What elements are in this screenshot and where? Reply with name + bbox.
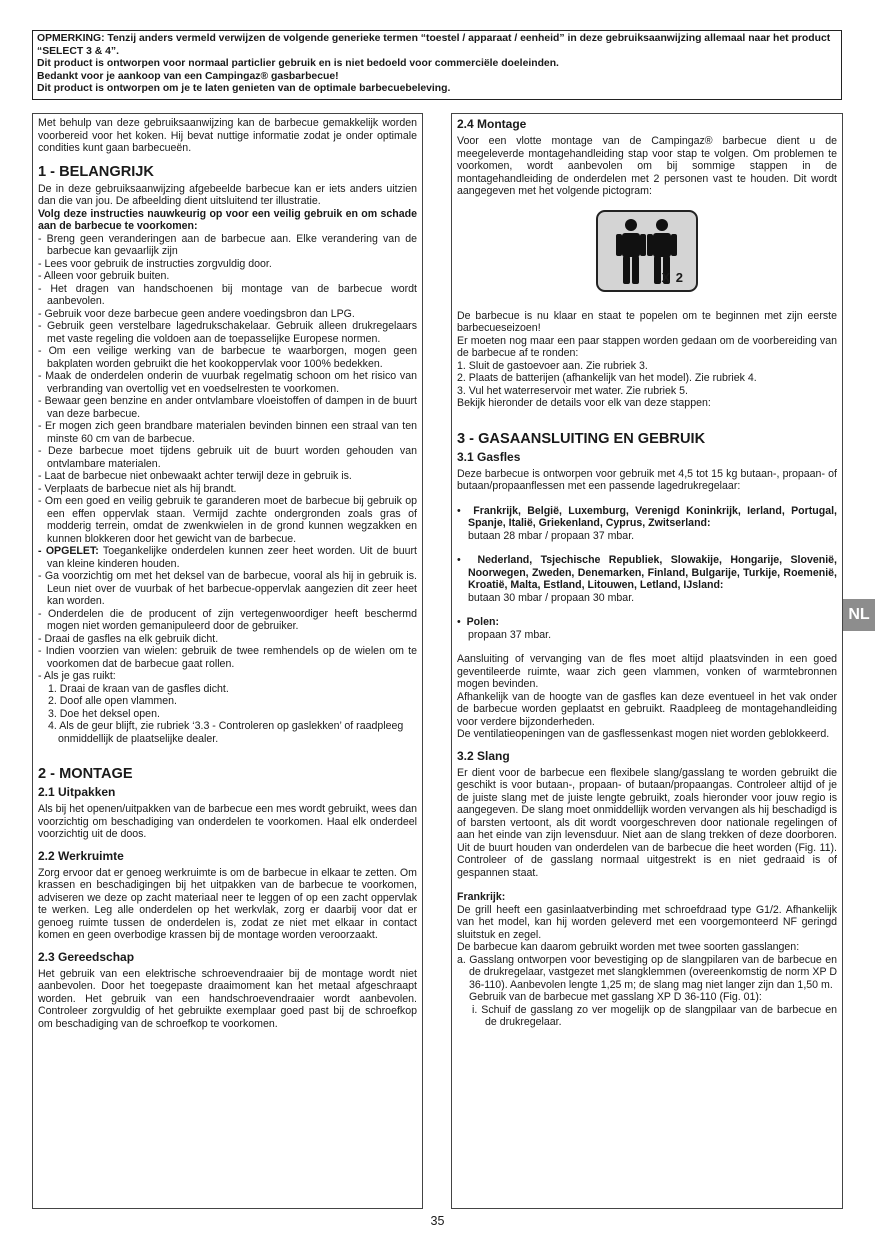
left-column	[32, 113, 423, 1209]
hose-instruction: i. Schuif de gasslang zo ver mogelijk op de slangpilaar van de barbecue en de drukregelaar.	[472, 1003, 837, 1028]
notice-box	[32, 30, 842, 100]
gas-step: 1. Draai de kraan van de gasfles dicht.	[48, 682, 229, 695]
heading-uitpakken: 2.1 Uitpakken	[38, 785, 116, 799]
list-item: - Onderdelen die de producent of zijn vertegenwoordiger heeft beschermd mogen niet worden gemanipuleerd door de gebruiker.	[38, 607, 417, 632]
list-item: - Laat de barbecue niet onbewaakt achter terwijl deze in gebruik is.	[38, 470, 352, 482]
paragraph: Aansluiting of vervanging van de fles moet altijd plaatsvinden in een goed geventileerde ruimte, waar zich geen vlammen, vonken of warmtebronnen mogen bevinden.	[457, 653, 837, 690]
pictogram-label: X 2	[661, 270, 684, 285]
country-list: • Nederland, Tsjechische Republiek, Slowakije, Hongarije, Slovenië, Noorwegen, Zweden, Denemarken, Finland, Bulgarije, Turkije, Roemenië, Kroatië, Malta, Estland, Litouwen, Letland, IJsland:	[457, 554, 837, 591]
paragraph: De barbecue is nu klaar en staat te popelen om te beginnen met zijn eerste barbecueseizoen!	[457, 309, 837, 334]
gas-step: 3. Doe het deksel open.	[48, 707, 160, 720]
paragraph: Voor een vlotte montage van de Campingaz® barbecue dient u de meegeleverde montagehandleiding stap voor stap te volgen. Om problemen te voorkomen, wordt aanbevolen om bij sommige stappen in de montagehandleiding de onderdelen met 2 personen vast te houden. Dit wordt aangegeven met het volgende pictogram:	[457, 135, 837, 197]
hose-option: a. Gasslang ontworpen voor bevestiging op de slangpilaren van de barbecue en de drukregelaar, vastgezet met slangklemmen (overeenkomstig de norm XP D 36-110). Aanbevolen lengte 1,25 m; de slang mag niet langer zijn dan 1,50 m.	[457, 953, 837, 991]
subheading-frankrijk: Frankrijk:	[457, 891, 506, 903]
notice-line: Dit product is ontworpen om je te laten genieten van de optimale barbecuebeleving.	[37, 83, 451, 95]
notice-line: OPMERKING: Tenzij anders vermeld verwijzen de volgende generieke termen “toestel / apparaat / eenheid” in deze gebruiksaanwijzing allemaal naar het product “SELECT 3 & 4”.	[37, 33, 831, 57]
pressure-value: butaan 30 mbar / propaan 30 mbar.	[468, 591, 635, 604]
heading-montage: 2 - MONTAGE	[38, 766, 133, 782]
paragraph: Als bij het openen/uitpakken van de barbecue een mes wordt gebruikt, wees dan voorzichtig om beschadiging van onderdelen te voorkomen. Haal elk onderdeel voorzichtig uit de doos.	[38, 803, 417, 840]
list-item: - Indien voorzien van wielen: gebruik de twee remhendels op de wielen om te voorkomen dat de barbecue gaat rollen.	[38, 645, 417, 670]
pressure-value: butaan 28 mbar / propaan 37 mbar.	[468, 529, 635, 542]
heading-slang: 3.2 Slang	[457, 748, 510, 763]
gas-step: 2. Doof alle open vlammen.	[48, 695, 177, 707]
hose-option-note: Gebruik van de barbecue met gasslang XP D 36-110 (Fig. 01):	[469, 991, 762, 1003]
country-list: • Frankrijk, België, Luxemburg, Verenigd Koninkrijk, Ierland, Portugal, Spanje, Italië, Griekenland, Cyprus, Zwitserland:	[457, 504, 837, 529]
list-item: - Er mogen zich geen brandbare materialen bevinden binnen een straal van ten minste 60 cm van de barbecue.	[38, 420, 417, 445]
two-persons-pictogram	[596, 210, 698, 292]
gas-step: 4. Als de geur blijft, zie rubriek ‘3.3 - Controleren op gaslekken’ of raadpleeg onmiddellijk de plaatselijke dealer.	[48, 720, 404, 745]
paragraph: Afhankelijk van de hoogte van de gasfles kan deze eventueel in het vak onder de barbecue worden geplaatst en gebruikt. Raadpleeg de montagehandleiding voor verdere bijzonderheden.	[457, 690, 837, 728]
notice-line: Dit product is ontworpen voor normaal particlier gebruik en is niet bedoeld voor commerciële doeleinden.	[37, 58, 559, 70]
list-item: - Maak de onderdelen onderin de vuurbak regelmatig schoon om het risico van verbranding van overtollig vet en voedselresten te voorkomen.	[38, 370, 417, 395]
heading-werkruimte: 2.2 Werkruimte	[38, 848, 124, 863]
list-item: - Als je gas ruikt:	[38, 670, 116, 682]
pressure-value: propaan 37 mbar.	[468, 628, 552, 641]
right-column	[451, 113, 843, 1209]
list-item: - Bewaar geen benzine en ander ontvlambare vloeistoffen of dampen in de buurt van deze barbecue.	[38, 395, 417, 420]
paragraph: De in deze gebruiksaanwijzing afgebeelde barbecue kan er iets anders uitzien dan die van jou. De afbeelding dient uitsluitend ter illustratie.	[38, 182, 417, 207]
heading-gasaansluiting: 3 - GASAANSLUITING EN GEBRUIK	[457, 430, 706, 447]
paragraph: Er moeten nog maar een paar stappen worden gedaan om de voorbereiding van de barbecue af te ronden:	[457, 334, 837, 359]
list-item: - Alleen voor gebruik buiten.	[38, 270, 170, 282]
paragraph: Het gebruik van een elektrische schroevendraaier bij de montage wordt niet aanbevolen. Door het toegepaste draaimoment kan het metaal afgeschraapt worden. Het gebruik van een handschroevendraaier wordt aanbevolen. Controleer zorgvuldig of het gebruikte exemplaar goed past bij de schroefkop om beschadiging van de schroefkop te voorkomen.	[38, 967, 417, 1030]
list-item: - Om een veilige werking van de barbecue te waarborgen, mogen geen bakplaten worden gebruikt die het kookoppervlak voor 100% bedekken.	[38, 345, 417, 370]
heading-gasfles: 3.1 Gasfles	[457, 449, 521, 464]
heading-gereedschap: 2.3 Gereedschap	[38, 949, 135, 964]
list-item: - Om een goed en veilig gebruik te garanderen moet de barbecue bij gebruik op een effen oppervlak staan. Vermijd zachte ondergronden zoals gras of modderig terrein, omdat de zwenkwielen in de grond kunnen wegzakken en kunnen blokkeren door het gewicht van de barbecue.	[38, 495, 417, 545]
bold-instruction: Volg deze instructies nauwkeurig op voor een veilig gebruik en om schade aan de barbecue te voorkomen:	[38, 207, 417, 232]
heading-belangrijk: 1 - BELANGRIJK	[38, 163, 154, 180]
list-item: - Breng geen veranderingen aan de barbecue aan. Elke verandering van de barbecue kan gevaarlijk zijn	[38, 232, 417, 257]
country-list: • Polen:	[457, 616, 499, 628]
heading-montage-2-4: 2.4 Montage	[457, 117, 527, 131]
step-item: 3. Vul het waterreservoir met water. Zie rubriek 5.	[457, 384, 688, 397]
list-item: - Gebruik voor deze barbecue geen andere voedingsbron dan LPG.	[38, 307, 355, 320]
paragraph: Deze barbecue is ontworpen voor gebruik met 4,5 tot 15 kg butaan-, propaan- of butaan/propaanflessen met een passende lagedrukregelaar:	[457, 467, 837, 492]
list-item: - Draai de gasfles na elk gebruik dicht.	[38, 632, 219, 645]
intro-paragraph: Met behulp van deze gebruiksaanwijzing kan de barbecue gemakkelijk worden voorbereid voor het koken. Hij bevat nuttige informatie zodat je onder optimale condities kunt gaan barbecueën.	[38, 117, 417, 154]
list-item-opgelet: - OPGELET: Toegankelijke onderdelen kunnen zeer heet worden. Uit de buurt van kleine kinderen houden.	[38, 545, 417, 570]
step-item: 1. Sluit de gastoevoer aan. Zie rubriek 3.	[457, 359, 648, 372]
list-item: - Verplaats de barbecue niet als hij brandt.	[38, 482, 237, 495]
notice-line: Bedankt voor je aankoop van een Campingaz® gasbarbecue!	[37, 70, 339, 82]
list-item: - Gebruik geen verstelbare lagedrukschakelaar. Gebruik alleen drukregelaars met vaste regeling die voldoen aan de toepasselijke Europese normen.	[38, 320, 417, 345]
paragraph: Bekijk hieronder de details voor elk van deze stappen:	[457, 397, 711, 409]
list-item: - Het dragen van handschoenen bij montage van de barbecue wordt aanbevolen.	[38, 282, 417, 307]
list-item: - Deze barbecue moet tijdens gebruik uit de buurt worden gehouden van ontvlambare materialen.	[38, 445, 417, 470]
paragraph: De ventilatieopeningen van de gasflessenkast mogen niet worden geblokkeerd.	[457, 728, 830, 740]
list-item: - Lees voor gebruik de instructies zorgvuldig door.	[38, 257, 272, 270]
paragraph: De barbecue kan daarom gebruikt worden met twee soorten gasslangen:	[457, 941, 800, 953]
paragraph: Er dient voor de barbecue een flexibele slang/gasslang te worden gebruikt die geschikt is voor butaan-, propaan- of butaan/propaangas. Controleer altijd of je de juiste slang met de juiste lengte gebruikt, zoals hieronder voor jouw regio is aangegeven. De slang moet onmiddellijk worden vervangen als hij beschadigd is of barsten vertoont, als dit wordt voorgeschreven door nationale regelingen of aan het einde van zijn levensduur. Niet aan de slang trekken of deze doorboren. Uit de buurt houden van onderdelen van de barbecue die heet worden (Fig. 11). Controleer of de gasslang normaal uitgestrekt is en niet gedraaid is of gespannen staat.	[457, 766, 837, 879]
paragraph: Zorg ervoor dat er genoeg werkruimte is om de barbecue in elkaar te zetten. Om krassen en beschadigingen bij het uitpakken van de barbecue te voorkomen, adviseren we deze op zacht materiaal neer te leggen of op een zacht oppervlak te werken. Leg alle onderdelen op het werkvlak, zorg er daarbij voor dat er genoeg ruimte tussen de onderdelen is, zodat ze niet met elkaar in contact komen en geen overbodige krassen bij de montage worden veroorzaakt.	[38, 866, 417, 941]
paragraph: De grill heeft een gasinlaatverbinding met schroefdraad type G1/2. Afhankelijk van het model, kan hij worden geleverd met een voorgemonteerd NF geringd sluitstuk en zegel.	[457, 903, 837, 941]
list-item: - Ga voorzichtig om met het deksel van de barbecue, vooral als hij in gebruik is. Leun niet over de vuurbak of het barbecue-oppervlak aangezien dit zeer heet kan worden.	[38, 570, 417, 607]
step-item: 2. Plaats de batterijen (afhankelijk van het model). Zie rubriek 4.	[457, 372, 757, 384]
page-number: 35	[430, 1214, 445, 1228]
language-tab: NL	[843, 599, 875, 631]
